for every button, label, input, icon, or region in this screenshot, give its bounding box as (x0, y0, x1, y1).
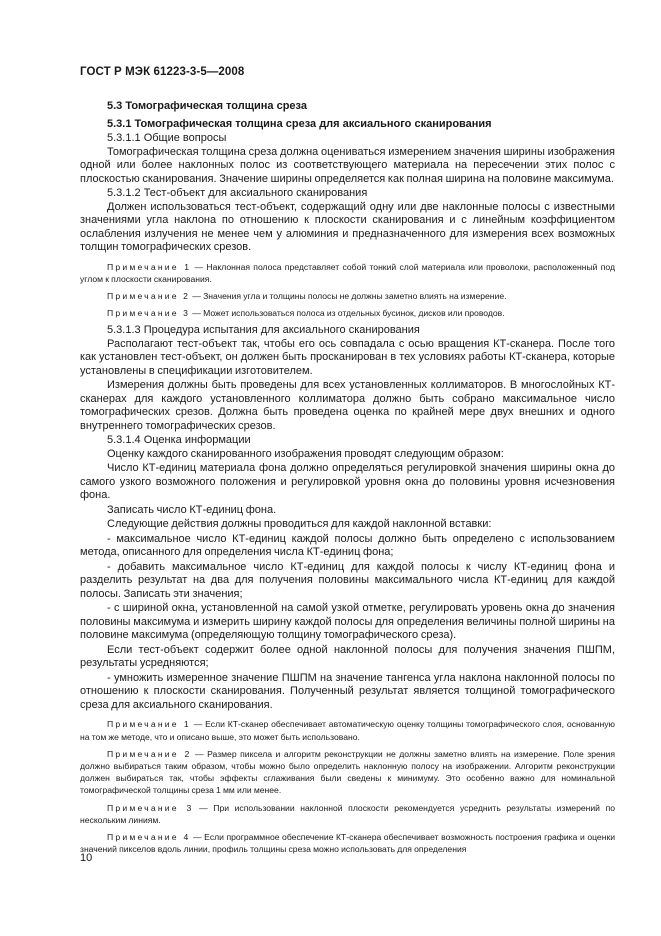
note (80, 748, 615, 797)
list-item: - максимальное число КТ-единиц каждой полосы должно быть определено с использованием метода, описанного для определения числа КТ-единиц фона; (80, 532, 615, 559)
note (80, 802, 615, 826)
paragraph: Число КТ-единиц материала фона должно определяться регулировкой значения ширины окна до самого узкого возможного положения и регулировкой уровня окна до половины уровня исчезновения фона. (80, 462, 615, 502)
paragraph: Следующие действия должны проводиться для каждой наклонной вставки: (107, 518, 492, 531)
note-text: — Размер пиксела и алгоритм реконструкции не должны заметно влиять на измерение. Поле зрения должно выбираться таким образом, чтобы можно было определить наклонную полосу на изображении. Алгоритм реконструкции должен выбираться так, чтобы эффекты сглаживания были сведены к минимуму. Это особенно важно для номинальной томографической толщины среза 1 мм или менее. (80, 748, 615, 796)
document-header: ГОСТ Р МЭК 61223-3-5—2008 (80, 66, 245, 78)
paragraph: Располагают тест-объект так, чтобы его ось совпадала с осью вращения КТ-сканера. После того как установлен тест-объект, он должен быть просканирован в тех условиях работы КТ-сканера, которые установлены в спецификации изготовителем. (80, 337, 615, 377)
paragraph: Томографическая толщина среза должна оцениваться измерением значения ширины изображения одной или более наклонных полос из соответствующего материала на пересечении этих полос с плоскостью сканирования. Значение ширины определяется как полная ширина на половине максимума. (80, 145, 615, 185)
paragraph: Если тест-объект содержит более одной наклонной полосы для получения значения ПШПМ, результаты усредняются; (80, 643, 615, 670)
note-label: Примечание 2 (107, 748, 192, 759)
note-text: — Наклонная полоса представляет собой тонкий слой материала или проволоки, расположенный под углом к плоскости сканирования. (80, 261, 615, 284)
note-label: Примечание 1 (107, 719, 191, 730)
document-body (80, 100, 615, 860)
section-title: 5.3 Томографическая толщина среза (107, 100, 307, 112)
note-label: Примечание 2 (107, 290, 191, 301)
note-text: — Может использоваться полоса из отдельных бусинок, дисков или проводов. (190, 308, 505, 319)
note (80, 718, 615, 742)
paragraph: Записать число КТ-единиц фона. (107, 503, 277, 516)
note (80, 290, 615, 302)
list-item: - умножить измеренное значение ПШПМ на значение тангенса угла наклона наклонной полосы по отношению к плоскости сканирования. Полученный результат является толщиной томографического среза для аксиального сканирования. (80, 671, 615, 711)
note-label: Примечание 3 (107, 802, 194, 813)
note-label: Примечание 3 (107, 308, 191, 319)
clause-5-3-1-4-title: 5.3.1.4 Оценка информации (107, 434, 251, 447)
list-item: - добавить максимальное число КТ-единиц для каждой полосы к числу КТ-единиц фона и разделить результат на два для получения половины максимального числа КТ-единиц для каждой полосы. Записать эти значения; (80, 560, 615, 600)
note (80, 831, 615, 855)
note-text: — Значения угла и толщины полосы не должны заметно влиять на измерение. (190, 290, 507, 301)
clause-5-3-1-3-title: 5.3.1.3 Процедура испытания для аксиального сканирования (107, 324, 420, 337)
note (80, 307, 615, 319)
subsection-title: 5.3.1 Томографическая толщина среза для аксиального сканирования (107, 117, 492, 130)
paragraph: Должен использоваться тест-объект, содержащий одну или две наклонные полосы с известными значениями угла наклона по отношению к плоскости сканирования и с линейным коэффициентом ослабления излучения не менее чем у алюминия и предназначенного для измерения всех возможных толщин томографических срезов. (80, 200, 615, 253)
note-text: — Если КТ-сканер обеспечивает автоматическую оценку толщины томографического слоя, основанную на том же методе, что и описано выше, это может быть использовано. (80, 719, 616, 742)
note-text: — Если программное обеспечение КТ-сканера обеспечивает возможность построения графика и оценки значений пикселов вдоль линии, профиль толщины среза можно использовать для определения (80, 831, 616, 855)
note (80, 261, 615, 285)
note-text: — При использовании наклонной плоскости рекомендуется усреднить результаты измерений по нескольким линиям. (80, 802, 615, 825)
paragraph: Оценку каждого сканированного изображения проводят следующим образом: (107, 447, 504, 460)
note-label: Примечание 1 (107, 261, 192, 272)
note-label: Примечание 4 (107, 831, 191, 842)
list-item: - с шириной окна, установленной на самой узкой отметке, регулировать уровень окна до значения половины максимума и измерить ширину каждой полосы для определения величины полной ширины на половине максимума (определяющую толщину томографического среза). (80, 602, 615, 642)
clause-5-3-1-2-title: 5.3.1.2 Тест-объект для аксиального сканирования (107, 187, 368, 199)
clause-5-3-1-1-title: 5.3.1.1 Общие вопросы (107, 132, 227, 144)
page-number: 10 (80, 852, 93, 864)
paragraph: Измерения должны быть проведены для всех установленных коллиматоров. В многослойных КТ-сканерах для каждого установленного коллиматора должно быть собрано максимальное число томографических срезов. Должна быть проведена оценка по крайней мере двух внешних и одного внутреннего томографических срезов. (80, 379, 615, 432)
